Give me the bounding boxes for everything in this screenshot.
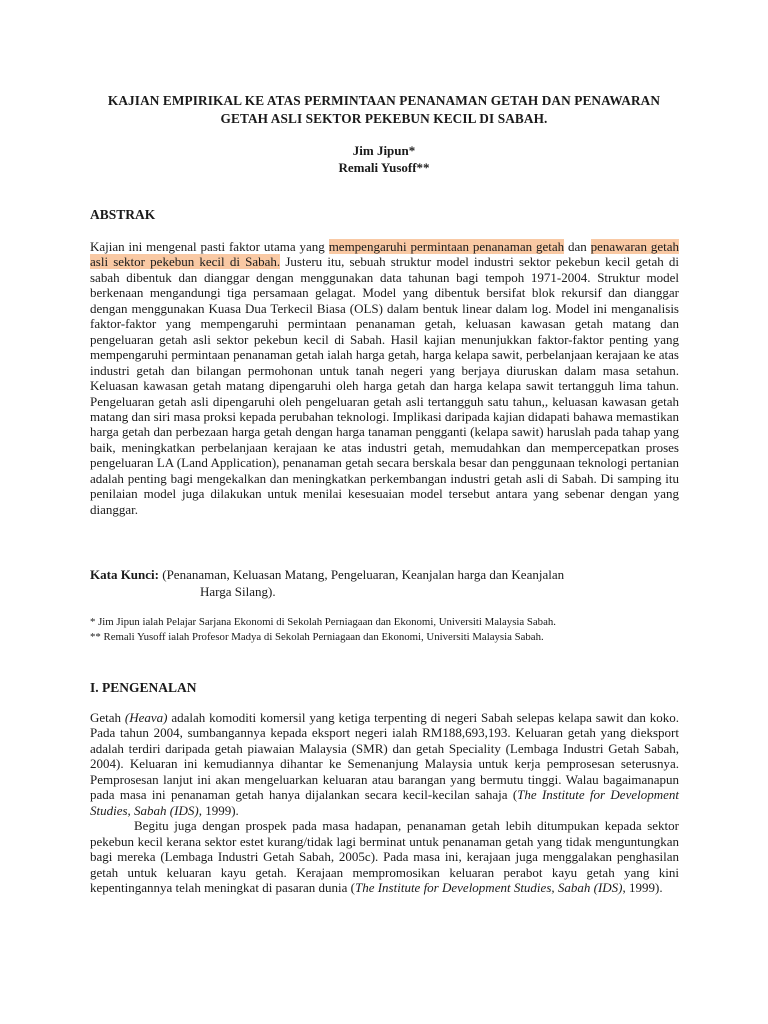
keywords-label: Kata Kunci:: [90, 567, 159, 582]
paper-title: [80, 92, 688, 127]
italic-text: (Heava): [124, 710, 168, 725]
keywords-block: [90, 567, 679, 600]
paragraph-text: adalah komoditi komersil yang ketiga terpenting di negeri Sabah selepas kelapa sawit dan koko. Pada tahun 2004, sumbangannya kepada eksport negeri ialah RM188,693,193. Keluaran getah yang dieksport adalah terdiri daripada getah piawaian Malaysia (SMR) dan getah Speciality (Lembaga Industri Getah Sabah, 2004). Keluaran ini kemudiannya dihantar ke Semenanjung Malaysia untuk kerja pemprosesan seterusnya. Pemprosesan lanjut ini akan mengeluarkan keluaran atau barangan yang bermutu tinggi. Walau bagaimanapun pada masa ini penanaman getah hanya dijalankan secara kecil-kecilan sahaja (: [90, 710, 679, 803]
abstract-text: Justeru itu, sebuah struktur model industri sektor pekebun kecil getah di sabah dibentuk dan dianggar dengan menggunakan data tahunan bagi tempoh 1971-2004. Struktur model berkenaan mengandungi tiga persamaan gelagat. Model yang dibentuk bersifat blok rekursif dan dianggar dengan menggunakan Kuasa Dua Terkecil Biasa (OLS) dalam bentuk linear dalam log. Model ini menganalisis faktor-faktor yang mempengaruhi permintaan penanaman getah, keluasan kawasan getah matang dan pengeluaran getah asli sektor pekebun kecil di Sabah. Hasil kajian menunjukkan faktor-faktor penting yang mempengaruhi permintaan penanaman getah ialah harga getah, harga kelapa sawit, perbelanjaan kerajaan ke atas industri getah dan bilangan permohonan untuk tanah negeri yang berjaya diuruskan dalam masa setahun. Keluasan kawasan getah matang dipengaruhi oleh harga getah dan harga kelapa sawit tertangguh lima tahun. Pengeluaran getah asli dipengaruhi oleh pengeluaran getah asli tertangguh satu tahun,, keluasan kawasan getah matang dan siri masa proksi kepada perubahan teknologi. Implikasi daripada kajian didapati bahawa memastikan harga getah dan perbezaan harga getah dengan harga tanaman pengganti (kelapa sawit) haruslah pada tahap yang baik, meningkatkan perbelanjaan kerajaan ke atas industri getah, memudahkan dan mempercepatkan proses pengeluaran LA (Land Application), penanaman getah secara berskala besar dan penggunaan teknologi pertanian adalah penting bagi mengekalkan dan meningkatkan perkembangan industri getah asli di Sabah. Di samping itu penilaian model juga dilakukan untuk menilai kesesuaian model tersebut antara yang sebenar dengan yang dianggar.: [90, 254, 679, 517]
keywords-text: Harga Silang).: [200, 583, 276, 599]
author-block: [80, 142, 688, 176]
introduction-body: [90, 710, 679, 895]
paragraph: [90, 710, 679, 818]
author-name: Remali Yusoff**: [338, 160, 430, 175]
title-line-1: KAJIAN EMPIRIKAL KE ATAS PERMINTAAN PENANAMAN GETAH DAN PENAWARAN: [107, 93, 661, 108]
footnote: * Jim Jipun ialah Pelajar Sarjana Ekonomi di Sekolah Perniagaan dan Ekonomi, Universiti Malaysia Sabah.: [90, 616, 556, 628]
abstract-body: [90, 239, 679, 517]
paragraph: [90, 818, 679, 895]
abstract-text: dan: [564, 239, 591, 254]
highlighted-text[interactable]: penawaran getah asli sektor pekebun kecil di Sabah.: [90, 239, 679, 270]
title-line-2: GETAH ASLI SEKTOR PEKEBUN KECIL DI SABAH.: [220, 110, 548, 126]
footnotes: [90, 615, 690, 645]
paragraph-text: , 1999).: [622, 879, 663, 895]
section-heading: I. PENGENALAN: [90, 680, 197, 695]
highlighted-text[interactable]: mempengaruhi permintaan penanaman getah: [328, 239, 565, 254]
citation-italic: The Institute for Development Studies, Sabah (IDS): [90, 787, 679, 818]
citation-italic: The Institute for Development Studies, Sabah (IDS): [354, 879, 623, 895]
paragraph-text: , 1999).: [198, 802, 239, 818]
paragraph-text: Begitu juga dengan prospek pada masa hadapan, penanaman getah lebih ditumpukan kepada sektor pekebun kecil kerana sektor estet kurang/tidak lagi berminat untuk penanaman getah yang tidak menguntungkan bagi mereka (Lembaga Industri Getah Sabah, 2005c). Pada masa ini, kerajaan juga menggalakan penghasilan getah untuk keluaran kayu getah. Kerajaan mempromosikan keluaran perabot kayu getah yang kini kepentingannya telah meningkat di pasaran dunia (: [90, 818, 679, 895]
author-name: Jim Jipun*: [352, 143, 416, 158]
paragraph-text: Getah: [90, 710, 125, 725]
abstract-heading: ABSTRAK: [90, 207, 156, 222]
footnote: ** Remali Yusoff ialah Profesor Madya di Sekolah Perniagaan dan Ekonomi, Universiti Malaysia Sabah.: [90, 631, 544, 643]
abstract-text: Kajian ini mengenal pasti faktor utama yang: [90, 239, 329, 254]
keywords-text: (Penanaman, Keluasan Matang, Pengeluaran, Keanjalan harga dan Keanjalan: [158, 567, 565, 582]
